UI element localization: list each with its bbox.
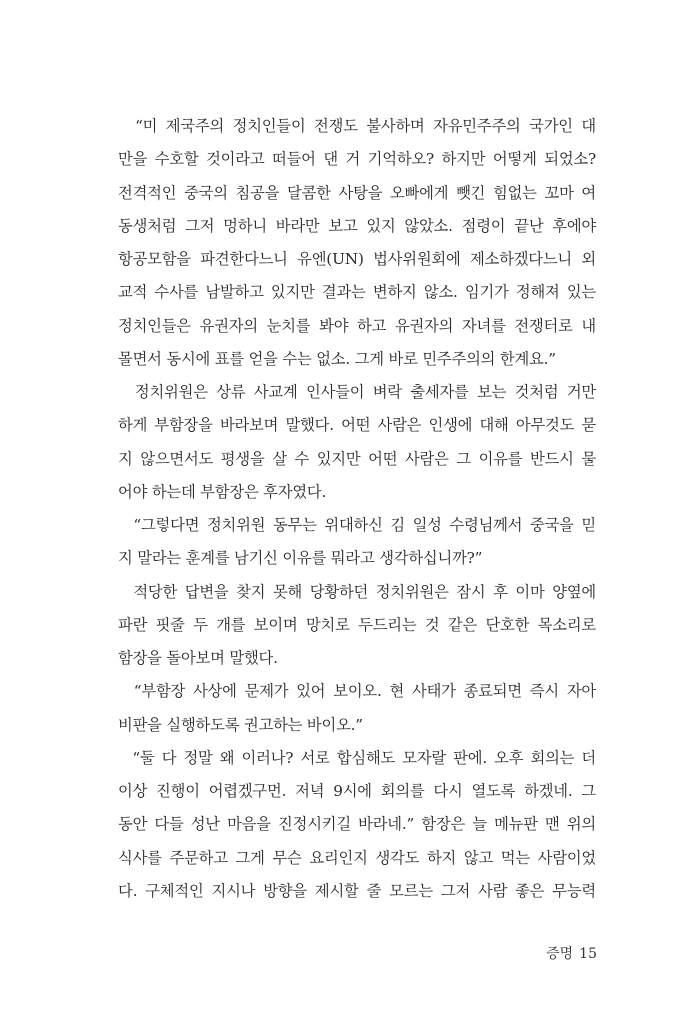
text-line: “둘 다 정말 왜 이러나? 서로 합심해도 모자랄 판에. 오후 회의는 더 [118,748,596,767]
text-line: 이상 진행이 어렵겠구먼. 저녁 9시에 회의를 다시 열도록 하겠네. 그 [118,782,596,800]
text-line: “그렇다면 정치위원 동무는 위대하신 김 일성 수령님께서 중국을 믿 [118,516,596,534]
text-line: 동안 다들 성난 마음을 진정시키길 바라네.” 함장은 늘 메뉴판 맨 위의 [118,815,596,834]
running-head: 증명 [546,946,574,962]
text-line: 지 않으면서도 평생을 살 수 있지만 어떤 사람은 그 이유를 반드시 물 [118,449,596,468]
text-line: 어야 하는데 부함장은 후자였다. [118,482,327,501]
text-line: 항공모함을 파견한다느니 유엔(UN) 법사위원회에 제소하겠다느니 외 [118,250,596,268]
body-text [118,110,596,908]
text-line: 만을 수호할 것이라고 떠들어 댄 거 기억하오? 하지만 어떻게 되었소? [118,150,596,169]
text-line: 교적 수사를 남발하고 있지만 결과는 변하지 않소. 임기가 정해져 있는 [118,283,596,302]
page-number: 15 [579,946,597,962]
text-line: 파란 핏줄 두 개를 보이며 망치로 두드리는 것 같은 단호한 목소리로 [118,615,596,634]
text-line: 비판을 실행하도록 권고하는 바이오.” [118,715,363,734]
text-line: 지 말라는 훈계를 남기신 이유를 뭐라고 생각하십니까?” [118,549,483,568]
text-line: 식사를 주문하고 그게 무슨 요리인지 생각도 하지 않고 먹는 사람이었 [118,848,596,867]
text-line: 정치인들은 유권자의 눈치를 봐야 하고 유권자의 자녀를 전쟁터로 내 [118,316,596,335]
text-line: 정치위원은 상류 사교계 인사들이 벼락 출세자를 보는 것처럼 거만 [118,383,596,401]
page-footer [546,943,597,963]
text-line: “부함장 사상에 문제가 있어 보이오. 현 사태가 종료되면 즉시 자아 [118,682,596,701]
text-line: 함장을 돌아보며 말했다. [118,649,278,667]
text-line: 몰면서 동시에 표를 얻을 수는 없소. 그게 바로 민주주의의 한계요.” [118,349,556,368]
text-line: 적당한 답변을 찾지 못해 당황하던 정치위원은 잠시 후 이마 양옆에 [118,582,596,601]
text-line: 하게 부함장을 바라보며 말했다. 어떤 사람은 인생에 대해 아무것도 묻 [118,416,596,435]
text-line: 전격적인 중국의 침공을 달콤한 사탕을 오빠에게 뺏긴 힘없는 꼬마 여 [118,183,596,202]
text-line: 동생처럼 그저 멍하니 바라만 보고 있지 않았소. 점령이 끝난 후에야 [118,216,596,235]
text-line: 다. 구체적인 지시나 방향을 제시할 줄 모르는 그저 사람 좋은 무능력 [118,881,596,900]
text-line: “미 제국주의 정치인들이 전쟁도 불사하며 자유민주주의 국가인 대 [118,117,596,135]
